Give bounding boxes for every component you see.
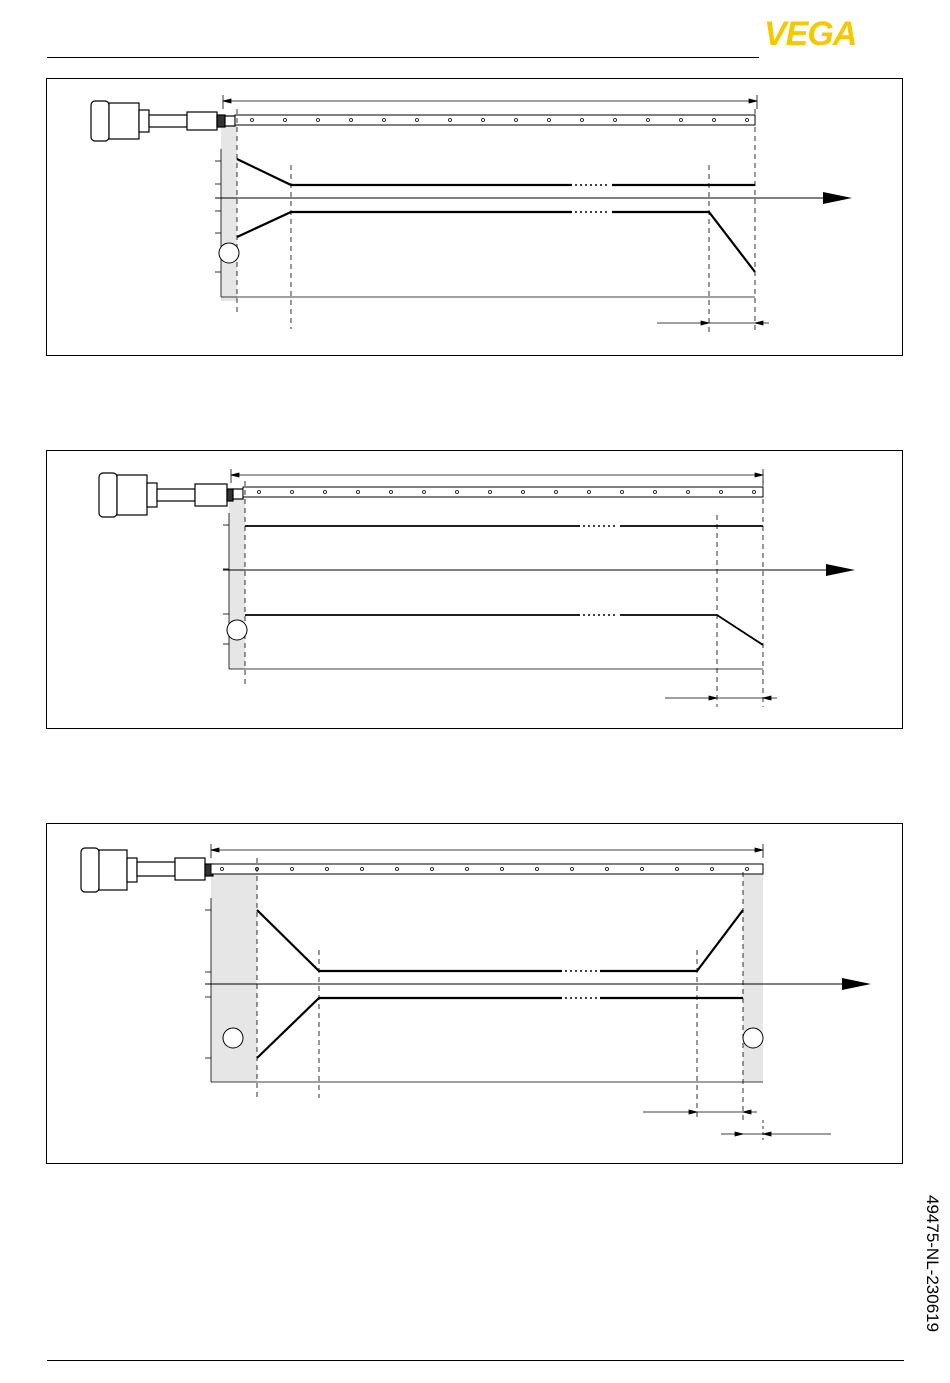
top-dead-zone bbox=[229, 499, 245, 669]
top-dead-zone bbox=[211, 872, 257, 1082]
document-code bbox=[912, 1195, 942, 1365]
zone-markers bbox=[237, 109, 755, 333]
probe-sensor-icon bbox=[81, 848, 213, 892]
y-axis bbox=[215, 149, 221, 297]
end-dimension bbox=[657, 321, 769, 325]
zone-markers bbox=[257, 858, 743, 1120]
accuracy-lower bbox=[257, 998, 743, 1058]
zone-markers bbox=[245, 481, 763, 707]
length-dimension bbox=[231, 469, 763, 483]
accuracy-upper bbox=[257, 910, 743, 971]
probe-rod bbox=[235, 115, 755, 125]
top-dead-zone bbox=[221, 121, 237, 301]
probe-sensor-icon bbox=[99, 473, 243, 517]
zone-callout bbox=[219, 243, 239, 263]
accuracy-lower bbox=[237, 212, 755, 272]
header-rule bbox=[47, 57, 759, 58]
zone-callout bbox=[227, 620, 247, 640]
probe-diagram-3 bbox=[46, 823, 903, 1164]
probe-sensor-icon bbox=[91, 101, 235, 141]
probe-rod bbox=[211, 864, 763, 874]
zone-callout-bottom bbox=[743, 1028, 763, 1048]
probe-diagram-2 bbox=[46, 450, 903, 729]
bottom-dead-zone bbox=[743, 872, 763, 1082]
y-axis bbox=[223, 513, 229, 669]
probe-accuracy-diagram bbox=[47, 824, 904, 1165]
vega-logo bbox=[762, 12, 904, 52]
svg-text:VEGA: VEGA bbox=[764, 15, 857, 52]
x-axis-arrow bbox=[205, 978, 871, 990]
probe-rod bbox=[243, 487, 763, 497]
y-axis bbox=[205, 898, 211, 1082]
length-dimension bbox=[223, 95, 757, 109]
footer-rule bbox=[47, 1360, 904, 1361]
zone-callout-top bbox=[223, 1028, 243, 1048]
document-code-text: 49475-NL-230619 bbox=[923, 1195, 942, 1333]
end-dimension bbox=[643, 1110, 831, 1140]
accuracy-lower bbox=[245, 615, 763, 645]
probe-diagram-1 bbox=[46, 78, 903, 356]
x-axis-arrow bbox=[215, 192, 852, 204]
x-axis-arrow bbox=[223, 564, 855, 576]
end-dimension bbox=[665, 696, 777, 700]
length-dimension bbox=[211, 844, 763, 858]
probe-accuracy-diagram bbox=[47, 451, 904, 730]
accuracy-upper bbox=[237, 159, 755, 185]
probe-accuracy-diagram bbox=[47, 79, 904, 357]
